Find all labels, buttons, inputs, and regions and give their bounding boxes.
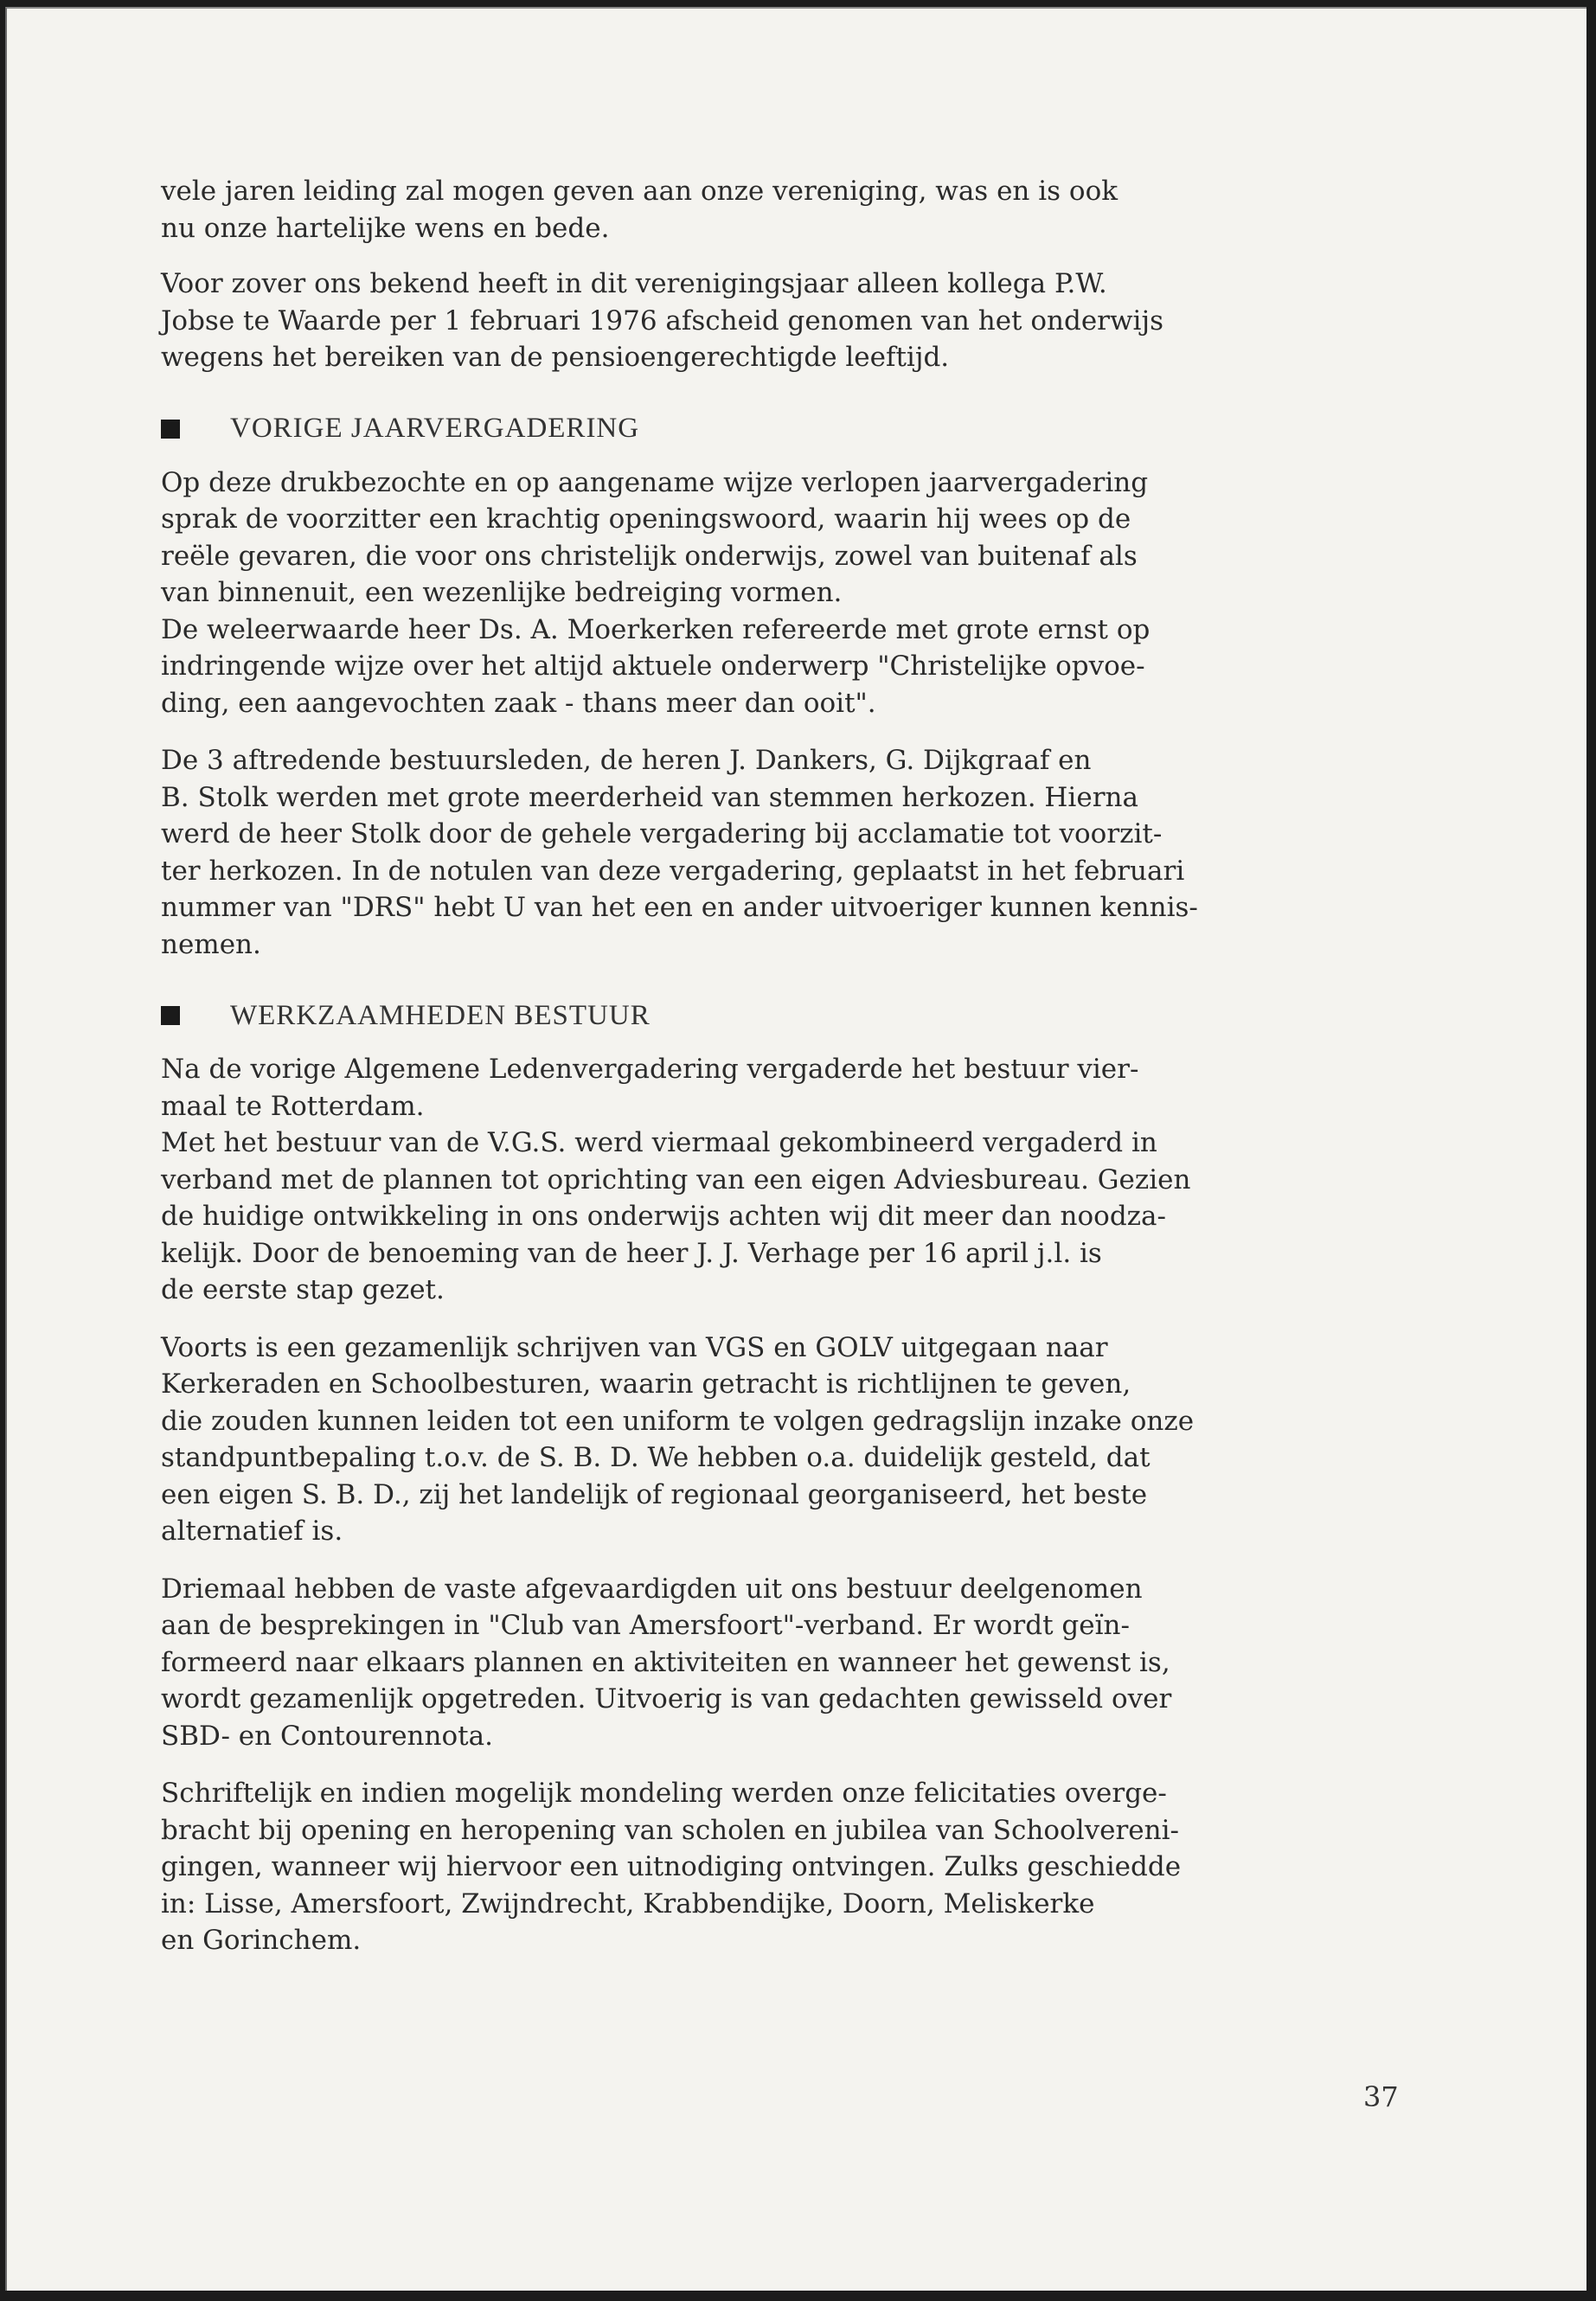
text-line: kelijk. Door de benoeming van de heer J. J. Verhage per 16 april j.l. is [161, 1237, 1102, 1269]
text-line: indringende wijze over het altijd aktuele onderwerp "Christelijke opvoe- [161, 651, 1145, 682]
text-line: Voor zover ons bekend heeft in dit verenigingsjaar alleen kollega P.W. [161, 268, 1107, 299]
page-number: 37 [1363, 2080, 1399, 2113]
text-line: Na de vorige Algemene Ledenvergadering vergaderde het bestuur vier- [161, 1054, 1139, 1085]
section-heading-text: VORIGE JAARVERGADERING [230, 413, 640, 445]
text-line: nummer van "DRS" hebt U van het een en ander uitvoeriger kunnen kennis- [161, 892, 1198, 923]
paragraph [161, 1571, 1424, 1755]
text-line: formeerd naar elkaars plannen en aktiviteiten en wanneer het gewenst is, [161, 1646, 1170, 1678]
section-heading [161, 997, 1424, 1034]
text-line: de huidige ontwikkeling in ons onderwijs achten wij dit meer dan noodza- [161, 1201, 1166, 1232]
text-line: in: Lisse, Amersfoort, Zwijndrecht, Krabbendijke, Doorn, Meliskerke [161, 1888, 1095, 1920]
text-line: verband met de plannen tot oprichting van een eigen Adviesbureau. Gezien [161, 1163, 1191, 1195]
text-line: een eigen S. B. D., zij het landelijk of regionaal georganiseerd, het beste [161, 1478, 1148, 1510]
text-line: de eerste stap gezet. [161, 1274, 445, 1305]
square-bullet-icon [161, 1006, 180, 1025]
text-line: gingen, wanneer wij hiervoor een uitnodiging ontvingen. Zulks geschiedde [161, 1851, 1182, 1882]
text-line: vele jaren leiding zal mogen geven aan onze vereniging, was en is ook [161, 176, 1118, 207]
paragraph [161, 266, 1424, 376]
text-line: wegens het bereiken van de pensioengerechtigde leeftijd. [161, 342, 950, 373]
text-line: Driemaal hebben de vaste afgevaardigden uit ons bestuur deelgenomen [161, 1573, 1143, 1605]
text-line: ter herkozen. In de notulen van deze vergadering, geplaatst in het februari [161, 855, 1185, 887]
text-line: standpuntbepaling t.o.v. de S. B. D. We hebben o.a. duidelijk gesteld, dat [161, 1442, 1151, 1473]
text-line: wordt gezamenlijk opgetreden. Uitvoerig is van gedachten gewisseld over [161, 1683, 1172, 1715]
text-line: die zouden kunnen leiden tot een uniform te volgen gedragslijn inzake onze [161, 1405, 1195, 1437]
text-line: alternatief is. [161, 1516, 343, 1547]
text-line: sprak de voorzitter een krachtig openingswoord, waarin hij wees op de [161, 503, 1131, 535]
text-line: reële gevaren, die voor ons christelijk onderwijs, zowel van buitenaf als [161, 540, 1138, 572]
text-line: en Gorinchem. [161, 1925, 362, 1956]
text-line: Schriftelijk en indien mogelijk mondeling werden onze felicitaties overge- [161, 1778, 1167, 1809]
text-line: Met het bestuur van de V.G.S. werd viermaal gekombineerd vergaderd in [161, 1127, 1157, 1158]
paragraph [161, 1775, 1424, 1959]
text-line: B. Stolk werden met grote meerderheid van stemmen herkozen. Hierna [161, 781, 1138, 813]
text-line: nemen. [161, 928, 261, 960]
text-line: van binnenuit, een wezenlijke bedreiging vormen. [161, 577, 843, 608]
paragraph [161, 742, 1424, 963]
text-line: bracht bij opening en heropening van scholen en jubilea van Schoolvereni- [161, 1814, 1179, 1846]
text-line: De weleerwaarde heer Ds. A. Moerkerken refereerde met grote ernst op [161, 613, 1151, 645]
text-line: maal te Rotterdam. [161, 1090, 425, 1122]
paragraph [161, 1051, 1424, 1309]
section-heading-text: WERKZAAMHEDEN BESTUUR [230, 999, 651, 1031]
document-body [161, 173, 1424, 1980]
text-line: Op deze drukbezochte en op aangename wijze verlopen jaarvergadering [161, 466, 1149, 498]
text-line: Voorts is een gezamenlijk schrijven van VGS en GOLV uitgegaan naar [161, 1331, 1108, 1363]
text-line: Jobse te Waarde per 1 februari 1976 afscheid genomen van het onderwijs [161, 304, 1163, 336]
paragraph [161, 1330, 1424, 1550]
text-line: aan de besprekingen in "Club van Amersfoort"-verband. Er wordt geïn- [161, 1610, 1130, 1641]
text-line: nu onze hartelijke wens en bede. [161, 212, 610, 244]
text-line: Kerkeraden en Schoolbesturen, waarin getracht is richtlijnen te geven, [161, 1368, 1131, 1400]
paragraph [161, 173, 1424, 247]
text-line: SBD- en Contourennota. [161, 1720, 493, 1752]
text-line: werd de heer Stolk door de gehele vergadering bij acclamatie tot voorzit- [161, 818, 1163, 849]
document-page [5, 7, 1586, 2291]
text-line: ding, een aangevochten zaak - thans meer dan ooit". [161, 687, 876, 719]
square-bullet-icon [161, 420, 180, 439]
paragraph [161, 465, 1424, 722]
section-heading [161, 411, 1424, 447]
text-line: De 3 aftredende bestuursleden, de heren J. Dankers, G. Dijkgraaf en [161, 745, 1092, 776]
